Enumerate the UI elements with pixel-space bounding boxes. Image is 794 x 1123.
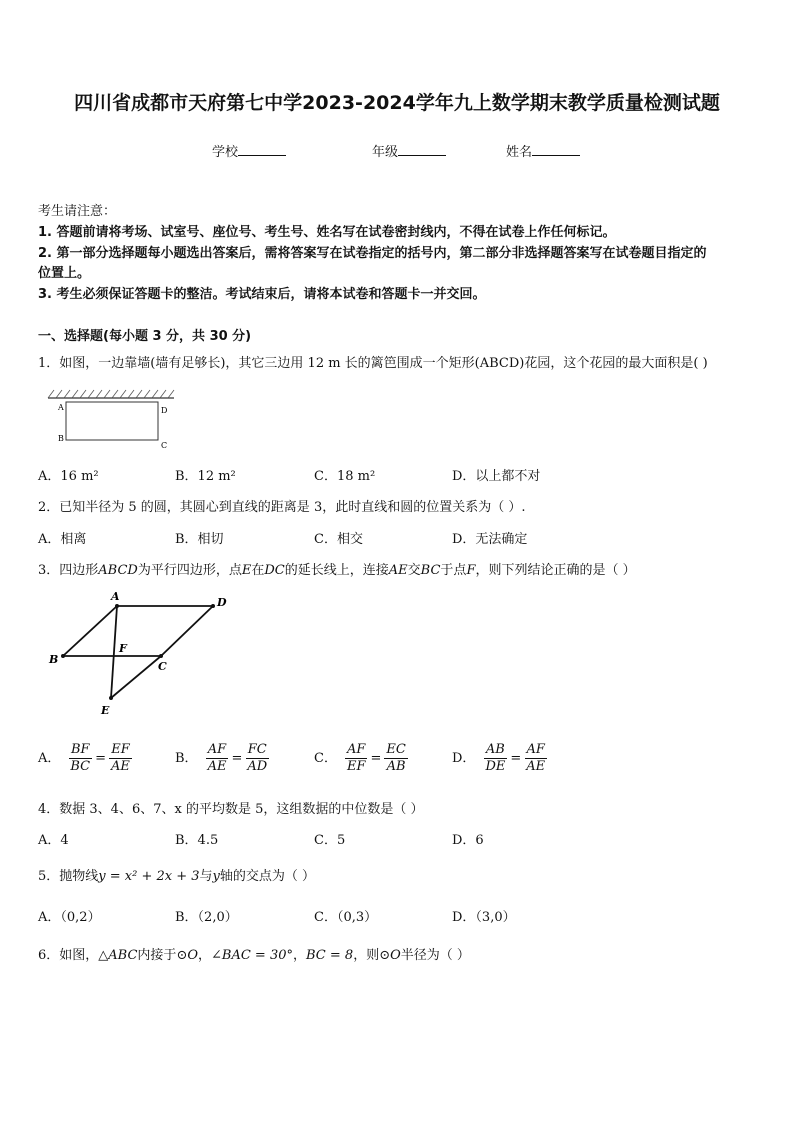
denominator: AE	[207, 759, 227, 774]
q4-option-b[interactable]: B．4.5	[175, 833, 219, 848]
q3-math: E	[241, 563, 252, 578]
q1-option-d[interactable]: D．以上都不对	[452, 469, 541, 484]
numerator: AF	[207, 742, 227, 757]
question-4-text: 4．数据 3、4、6、7、x 的平均数是 5，这组数据的中位数是（ ）	[38, 802, 424, 817]
q3-label-e: E	[101, 704, 110, 717]
q3-math: BC	[420, 563, 441, 578]
school-blank[interactable]	[238, 141, 286, 156]
q3-text-part: 在	[251, 563, 265, 578]
q1-figure	[44, 388, 184, 454]
numerator: BF	[70, 742, 90, 757]
numerator: AF	[347, 742, 366, 757]
q6-text-part: ，	[293, 948, 307, 963]
fraction	[245, 742, 269, 775]
q1-option-a[interactable]: A．16 m²	[38, 469, 99, 484]
name-blank[interactable]	[532, 141, 580, 156]
question-5-text	[38, 868, 315, 886]
q3-text-part: 交	[407, 563, 421, 578]
denominator: AE	[111, 759, 130, 774]
q2-option-d[interactable]: D．无法确定	[452, 532, 528, 547]
q3-figure	[40, 588, 240, 718]
option-label: B．	[175, 750, 198, 766]
q3-math: F	[466, 563, 476, 578]
numerator: AB	[485, 742, 505, 757]
q1-label-d: D	[161, 406, 168, 415]
q3-label-f: F	[119, 642, 127, 655]
fraction	[109, 742, 132, 775]
q3-text-part: ，则下列结论正确的是（ ）	[475, 563, 636, 578]
section-heading: 一、选择题(每小题 3 分，共 30 分)	[38, 329, 252, 344]
q5-option-d[interactable]: D．（3,0）	[452, 910, 516, 925]
q1-label-b: B	[58, 434, 64, 443]
q5-option-b[interactable]: B．（2,0）	[175, 910, 238, 925]
q3-label-b: B	[49, 653, 59, 666]
q3-text-part: 于点	[440, 563, 467, 578]
q1-option-c[interactable]: C．18 m²	[314, 469, 376, 484]
q2-option-b[interactable]: B．相切	[175, 532, 224, 547]
q6-text-part: ，	[198, 948, 212, 963]
q2-option-a[interactable]: A．相离	[38, 532, 87, 547]
denominator: AD	[247, 759, 268, 774]
q3-label-a: A	[111, 590, 120, 603]
q5-option-c[interactable]: C．（0,3）	[314, 910, 378, 925]
q2-option-c[interactable]: C．相交	[314, 532, 363, 547]
denominator: AE	[526, 759, 546, 774]
q3-math: DC	[264, 563, 285, 578]
q5-text-part: 5．抛物线	[38, 869, 99, 884]
numerator: EF	[111, 742, 130, 757]
option-label: D．	[452, 750, 476, 766]
q3-option-b[interactable]	[175, 742, 269, 775]
q6-math: △ABC	[98, 948, 138, 963]
q6-text-part: 6．如图，	[38, 948, 99, 963]
denominator: EF	[346, 759, 366, 774]
grade-field	[372, 141, 446, 162]
q3-text-part: 为平行四边形，点	[137, 563, 242, 578]
q5-text-part: 与	[199, 869, 213, 884]
q3-option-a[interactable]	[38, 742, 132, 775]
q5-math: y	[212, 869, 220, 884]
fraction	[68, 742, 92, 775]
q4-option-d[interactable]: D．6	[452, 833, 484, 848]
denominator: BC	[70, 759, 91, 774]
q3-label-c: C	[158, 660, 167, 673]
q4-option-c[interactable]: C．5	[314, 833, 346, 848]
q6-math: BC = 8	[306, 948, 354, 963]
q5-math: y = x² + 2x + 3	[98, 869, 200, 884]
q3-math: AE	[388, 563, 408, 578]
q5-option-a[interactable]: A．（0,2）	[38, 910, 101, 925]
q6-text-part: 内接于	[137, 948, 177, 963]
equals-sign: =	[231, 750, 243, 766]
question-2-text: 2．已知半径为 5 的圆，其圆心到直线的距离是 3，此时直线和圆的位置关系为（ ）.	[38, 500, 526, 515]
name-label: 姓名	[506, 145, 533, 160]
equals-sign: =	[510, 750, 522, 766]
q3-option-c[interactable]	[314, 742, 408, 775]
notice-item: 位置上。	[38, 266, 91, 281]
school-field	[212, 141, 286, 162]
fraction	[206, 742, 229, 775]
q1-label-a: A	[58, 403, 64, 412]
fraction	[384, 742, 407, 775]
q1-label-c: C	[161, 441, 168, 450]
grade-label: 年级	[372, 145, 399, 160]
q3-option-d[interactable]	[452, 742, 547, 775]
numerator: FC	[247, 742, 267, 757]
notice-heading: 考生请注意：	[38, 204, 117, 219]
fraction	[524, 742, 547, 775]
q3-text-part: 的延长线上，连接	[284, 563, 389, 578]
denominator: AB	[386, 759, 406, 774]
q3-math: ABCD	[98, 563, 138, 578]
numerator: EC	[386, 742, 406, 757]
q1-option-b[interactable]: B．12 m²	[175, 469, 236, 484]
equals-sign: =	[95, 750, 107, 766]
q6-math: ∠BAC = 30°	[211, 948, 293, 963]
option-label: C．	[314, 750, 337, 766]
grade-blank[interactable]	[398, 141, 446, 156]
numerator: AF	[526, 742, 545, 757]
name-field	[506, 141, 580, 162]
option-label: A．	[38, 750, 61, 766]
school-label: 学校	[212, 145, 239, 160]
q5-text-part: 轴的交点为（ ）	[219, 869, 316, 884]
q4-option-a[interactable]: A．4	[38, 833, 69, 848]
fraction	[345, 742, 368, 775]
denominator: DE	[485, 759, 506, 774]
q6-math: ⊙O	[379, 948, 401, 963]
question-1-text: 1．如图，一边靠墙(墙有足够长)，其它三边用 12 m 长的篱笆围成一个矩形(ABCD)花园，这个花园的最大面积是( )	[38, 356, 708, 371]
notice-item: 1. 答题前请将考场、试室号、座位号、考生号、姓名写在试卷密封线内，不得在试卷上作任何标记。	[38, 225, 616, 240]
fraction	[483, 742, 507, 775]
q6-math: ⊙O	[176, 948, 198, 963]
question-3-text	[38, 562, 636, 580]
q6-text-part: ，则	[353, 948, 380, 963]
notice-item: 2. 第一部分选择题每小题选出答案后，需将答案写在试卷指定的括号内，第二部分非选择题答案写在试卷题目指定的	[38, 246, 707, 261]
equals-sign: =	[370, 750, 382, 766]
page-title: 四川省成都市天府第七中学2023-2024学年九上数学期末教学质量检测试题	[74, 92, 720, 114]
question-6-text	[38, 947, 470, 965]
q3-label-d: D	[217, 596, 227, 609]
q6-text-part: 半径为（ ）	[400, 948, 470, 963]
notice-item: 3. 考生必须保证答题卡的整洁。考试结束后，请将本试卷和答题卡一并交回。	[38, 287, 486, 302]
q3-text-part: 3．四边形	[38, 563, 99, 578]
